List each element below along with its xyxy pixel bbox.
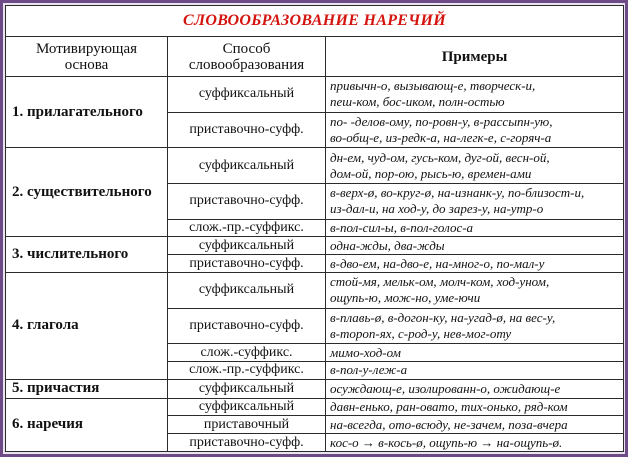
formation-method-cell: суффиксальный [168,148,326,184]
examples-cell [326,112,624,148]
header-col1-line2: основа [64,56,109,73]
example-line: во-общ-е, из-редк-а, на-легк-е, с-горяч-а [330,130,552,146]
header-col3: Примеры [441,48,508,65]
header-col2-line2: словообразования [188,56,305,73]
examples-cell [326,237,624,255]
examples-cell [326,272,624,308]
example-line: мимо-ход-ом [330,344,401,360]
example-line: по- -делов-ому, по-ровн-у, в-рассыпн-ую, [330,114,553,130]
examples-cell [326,219,624,237]
example-line: в-верх-ø, во-круг-ø, на-изнанк-у, по-близост-и, [330,185,585,201]
examples-cell [326,183,624,219]
examples-cell [326,379,624,398]
table-row [6,148,624,184]
table-row [6,272,624,308]
example-line: в-пол-у-леж-а [330,362,408,378]
header-row [6,37,624,77]
formation-method-cell: суффиксальный [168,398,326,416]
examples-cell [326,77,624,113]
example-line: из-дал-и, на ход-у, до зарез-у, на-утр-о [330,201,544,217]
word-formation-table [5,5,624,452]
title-cell [6,6,624,37]
examples-cell [326,255,624,273]
formation-method-cell: приставочно-суфф. [168,112,326,148]
example-line: кос-о → в-кось-ø, ощупь-ю → на-ощупь-ø. [330,434,563,450]
motivating-base-cell: 5. причастия [6,379,168,398]
formation-method-cell: слож.-пр.-суффикс. [168,361,326,379]
motivating-base-cell: 3. числительного [6,237,168,273]
formation-method-cell: приставочно-суфф. [168,434,326,452]
examples-cell [326,398,624,416]
example-line: привычн-о, вызывающ-е, творческ-и, [330,78,536,94]
example-line: в-тороп-ях, с-род-у, нев-мог-оту [330,325,512,341]
examples-cell [326,434,624,452]
examples-cell [326,308,624,344]
example-line: стой-мя, мельк-ом, молч-ком, ход-уном, [330,274,550,290]
motivating-base-cell: 2. существительного [6,148,168,237]
header-formation-method [168,37,326,77]
header-examples [326,37,624,77]
table-row [6,237,624,255]
examples-cell [326,416,624,434]
header-col2-line1: Способ [222,40,271,57]
example-line: в-пол-сил-ы, в-пол-голос-а [330,219,474,235]
table-title: СЛОВООБРАЗОВАНИЕ НАРЕЧИЙ [182,12,447,30]
header-col1-line1: Мотивирующая [35,40,138,57]
header-motivating-base [6,37,168,77]
example-line: на-всегда, ото-всюду, не-зачем, поза-вчера [330,416,568,432]
example-line: в-плавь-ø, в-догон-ку, на-угад-ø, на вес-у, [330,309,556,325]
motivating-base-cell: 4. глагола [6,272,168,379]
table-row [6,398,624,416]
example-line: давн-енько, ран-овато, тих-онько, ряд-ком [330,398,568,414]
formation-method-cell: суффиксальный [168,379,326,398]
formation-method-cell: слож.-пр.-суффикс. [168,219,326,237]
examples-cell [326,361,624,379]
example-line: в-дво-ем, на-дво-е, на-мног-о, по-мал-у [330,255,545,271]
motivating-base-cell: 1. прилагательного [6,77,168,148]
formation-method-cell: приставочно-суфф. [168,255,326,273]
example-line: дом-ой, пор-ою, рысь-ю, времен-ами [330,165,532,181]
formation-method-cell: приставочно-суфф. [168,183,326,219]
formation-method-cell: приставочно-суфф. [168,308,326,344]
formation-method-cell: приставочный [168,416,326,434]
formation-method-cell: суффиксальный [168,237,326,255]
examples-cell [326,344,624,362]
formation-method-cell: слож.-суффикс. [168,344,326,362]
table-row [6,379,624,398]
formation-method-cell: суффиксальный [168,77,326,113]
example-line: пеш-ком, бос-иком, полн-остью [330,94,505,110]
examples-cell [326,148,624,184]
motivating-base-cell: 6. наречия [6,398,168,451]
example-line: одна-жды, два-жды [330,237,445,253]
table-row [6,77,624,113]
title-row [6,6,624,37]
example-line: ощупь-ю, мож-но, уме-ючи [330,290,481,306]
example-line: осуждающ-е, изолированн-о, ожидающ-е [330,380,561,396]
formation-method-cell: суффиксальный [168,272,326,308]
example-line: дн-ем, чуд-ом, гусь-ком, дуг-ой, весн-ой, [330,149,550,165]
